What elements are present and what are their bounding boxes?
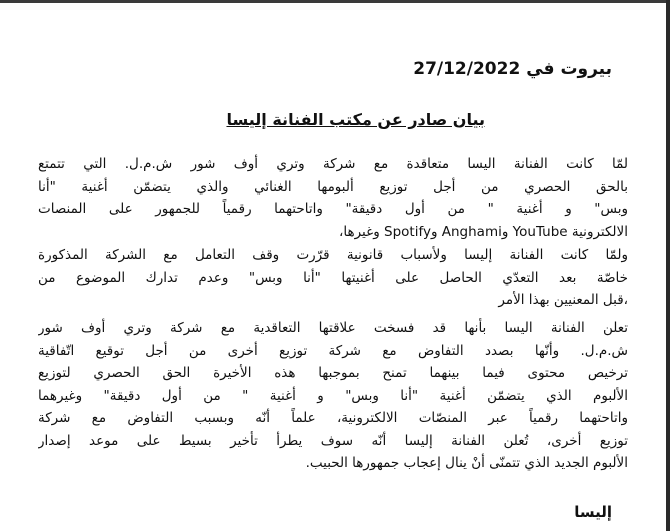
paragraph-2 [38, 244, 628, 312]
paragraph-3 [38, 317, 628, 475]
paragraph-line: ش.م.ل. وأنّها بصدد التفاوض مع شركة توزيع أخرى من أجل توقيع اتّفاقية [38, 342, 628, 359]
paragraph-line: بالحق الحصري من أجل توزيع ألبومها الغنائي والذي يتضمّن أغنية "أنا [38, 178, 628, 195]
paragraph-line: لمّا كانت الفنانة اليسا متعاقدة مع شركة وتري أوف شور ش.م.ل. التي تتمتع [38, 156, 628, 172]
paragraph-line: ،قبل المعنيين بهذا الأمر [498, 292, 628, 308]
paragraph-line: واتاحتهما رقمياً عبر المنصّات الالكترونية، علماً أنّه وبسبب التفاوض مع شركة [38, 410, 628, 426]
paragraph-line: الألبوم الجديد الذي تتمنّى أنْ ينال إعجاب جمهورها الحبيب. [305, 455, 628, 471]
paragraph-line: خاصّة بعد التعدّي الحاصل على أغنيتها "أنا وبس" وعدم تدارك الموضوع من [38, 269, 628, 286]
paragraph-line: ولمّا كانت الفنانة إليسا ولأسباب قانونية قرّرت وقف التعامل مع الشركة المذكورة [38, 247, 628, 263]
paragraph-line: الألبوم الذي يتضمّن أغنية "أنا وبس" و أغنية " من أول دقيقة" وغيرهما [38, 387, 628, 404]
paragraph-line: وبس" و أغنية " من أول دقيقة" واتاحتهما رقمياً للجمهور على المنصات [38, 201, 628, 217]
paragraph-line: تعلن الفنانة اليسا بأنها قد فسخت علاقتها التعاقدية مع شركة وتري أوف شور [38, 320, 628, 336]
paragraph-line: توزيع أخرى، تُعلن الفنانة إليسا أنّه سوف يطرأ تأخير بسيط على موعد إصدار [38, 432, 628, 449]
paragraph-1 [38, 153, 628, 243]
top-edge-line [0, 0, 670, 3]
right-edge-line [666, 0, 670, 531]
date-line: بيروت في 27/12/2022 [413, 59, 612, 79]
paragraph-line: ترخيص محتوى فيما بينهما تمنح بموجبها هذه الأخيرة الحق الحصري لتوزيع [38, 365, 628, 381]
signature-name: إليسا [574, 503, 612, 521]
statement-title: بيان صادر عن مكتب الفنانة إليسا [226, 110, 485, 129]
paragraph-line: الالكترونية YouTube وAnghami وSpotify وغيرها، [339, 223, 628, 240]
